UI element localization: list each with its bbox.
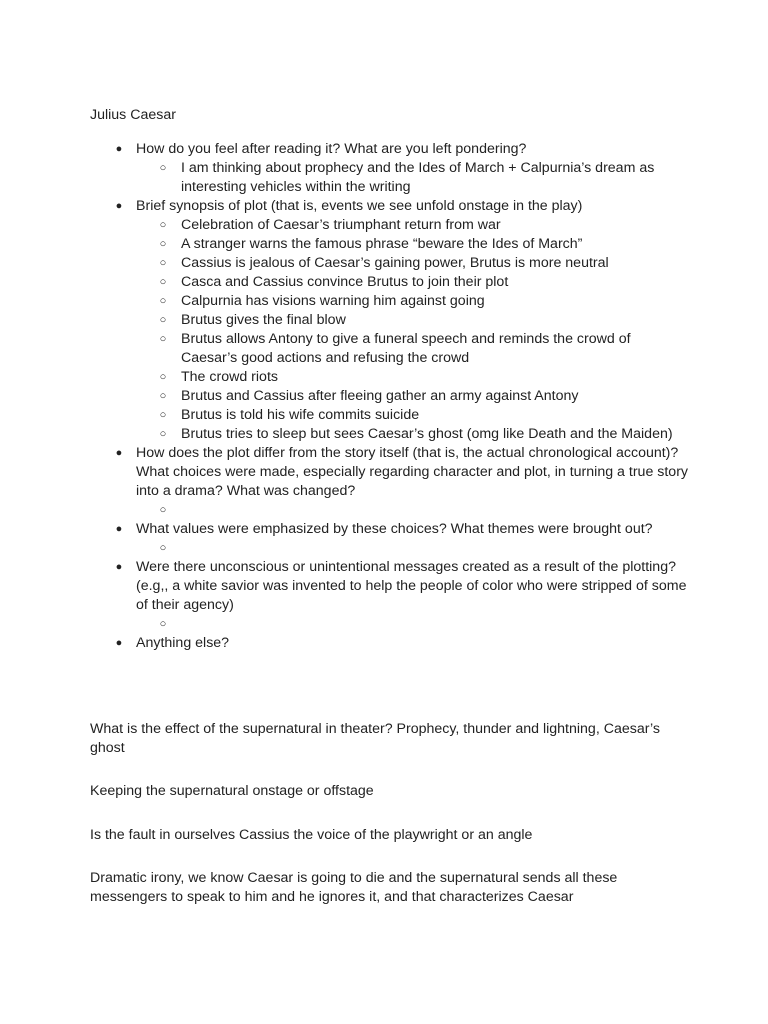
answer-list	[136, 501, 690, 520]
answer-text: The crowd riots	[181, 369, 278, 385]
answer-text: I am thinking about prophecy and the Ides of March + Calpurnia’s dream as interesting vehicles within the writing	[181, 160, 655, 195]
hollow-bullet-icon: ○	[159, 409, 167, 421]
question-item	[90, 444, 690, 520]
question-text: Were there unconscious or unintentional messages created as a result of the plotting? (e.g,, a white savior was invented to help the people of color who were stripped of some of their agency)	[136, 559, 687, 613]
answer-text: Calpurnia has visions warning him against going	[181, 293, 485, 309]
empty-answer-item	[136, 615, 690, 634]
hollow-bullet-icon: ○	[159, 162, 167, 174]
question-item	[90, 520, 690, 558]
note-paragraph: What is the effect of the supernatural in theater? Prophecy, thunder and lightning, Caesar’s ghost	[90, 721, 660, 756]
note-paragraph: Dramatic irony, we know Caesar is going to die and the supernatural sends all these messengers to speak to him and he ignores it, and that characterizes Caesar	[90, 870, 618, 905]
answer-text: Celebration of Caesar’s triumphant return from war	[181, 217, 501, 233]
answer-item	[136, 254, 690, 273]
hollow-bullet-icon: ○	[159, 428, 167, 440]
question-text: How does the plot differ from the story itself (that is, the actual chronological account)? What choices were made, especially regarding character and plot, in turning a true story into a drama? What was changed?	[136, 445, 689, 499]
answer-list	[136, 539, 690, 558]
hollow-bullet-icon: ○	[159, 542, 167, 554]
hollow-bullet-icon: ○	[159, 504, 167, 516]
hollow-bullet-icon: ○	[159, 371, 167, 383]
answer-item	[136, 292, 690, 311]
answer-item	[136, 330, 690, 368]
empty-answer-item	[136, 501, 690, 520]
answer-text: Brutus gives the final blow	[181, 312, 346, 328]
question-item	[90, 558, 690, 634]
empty-answer-item	[136, 539, 690, 558]
question-item	[90, 634, 690, 653]
answer-text: A stranger warns the famous phrase “beware the Ides of March”	[181, 236, 583, 252]
question-text: What values were emphasized by these choices? What themes were brought out?	[136, 521, 653, 537]
filled-bullet-icon: ●	[115, 561, 123, 573]
answer-text: Brutus and Cassius after fleeing gather an army against Antony	[181, 388, 579, 404]
answer-text: Casca and Cassius convince Brutus to join their plot	[181, 274, 509, 290]
answer-item	[136, 273, 690, 292]
hollow-bullet-icon: ○	[159, 276, 167, 288]
filled-bullet-icon: ●	[115, 523, 123, 535]
answer-item	[136, 216, 690, 235]
answer-list	[136, 216, 690, 444]
filled-bullet-icon: ●	[115, 200, 123, 212]
answer-item	[136, 406, 690, 425]
document-title: Julius Caesar	[90, 107, 176, 123]
answer-text: Brutus tries to sleep but sees Caesar’s ghost (omg like Death and the Maiden)	[181, 426, 673, 442]
answer-item	[136, 159, 690, 197]
answer-item	[136, 387, 690, 406]
filled-bullet-icon: ●	[115, 143, 123, 155]
hollow-bullet-icon: ○	[159, 295, 167, 307]
answer-list	[136, 159, 690, 197]
answer-item	[136, 368, 690, 387]
question-text: How do you feel after reading it? What are you left pondering?	[136, 141, 527, 157]
hollow-bullet-icon: ○	[159, 219, 167, 231]
filled-bullet-icon: ●	[115, 637, 123, 649]
answer-item	[136, 235, 690, 254]
answer-list	[136, 615, 690, 634]
hollow-bullet-icon: ○	[159, 257, 167, 269]
answer-text: Brutus allows Antony to give a funeral speech and reminds the crowd of Caesar’s good actions and refusing the crowd	[181, 331, 631, 366]
hollow-bullet-icon: ○	[159, 618, 167, 630]
question-text: Anything else?	[136, 635, 230, 651]
answer-text: Brutus is told his wife commits suicide	[181, 407, 420, 423]
hollow-bullet-icon: ○	[159, 238, 167, 250]
note-paragraph: Is the fault in ourselves Cassius the voice of the playwright or an angle	[90, 827, 533, 843]
question-list	[90, 140, 690, 653]
question-text: Brief synopsis of plot (that is, events we see unfold onstage in the play)	[136, 198, 583, 214]
note-paragraph: Keeping the supernatural onstage or offstage	[90, 783, 374, 799]
answer-text: Cassius is jealous of Caesar’s gaining power, Brutus is more neutral	[181, 255, 609, 271]
answer-item	[136, 425, 690, 444]
hollow-bullet-icon: ○	[159, 333, 167, 345]
hollow-bullet-icon: ○	[159, 390, 167, 402]
question-item	[90, 140, 690, 197]
hollow-bullet-icon: ○	[159, 314, 167, 326]
answer-item	[136, 311, 690, 330]
question-item	[90, 197, 690, 444]
filled-bullet-icon: ●	[115, 447, 123, 459]
